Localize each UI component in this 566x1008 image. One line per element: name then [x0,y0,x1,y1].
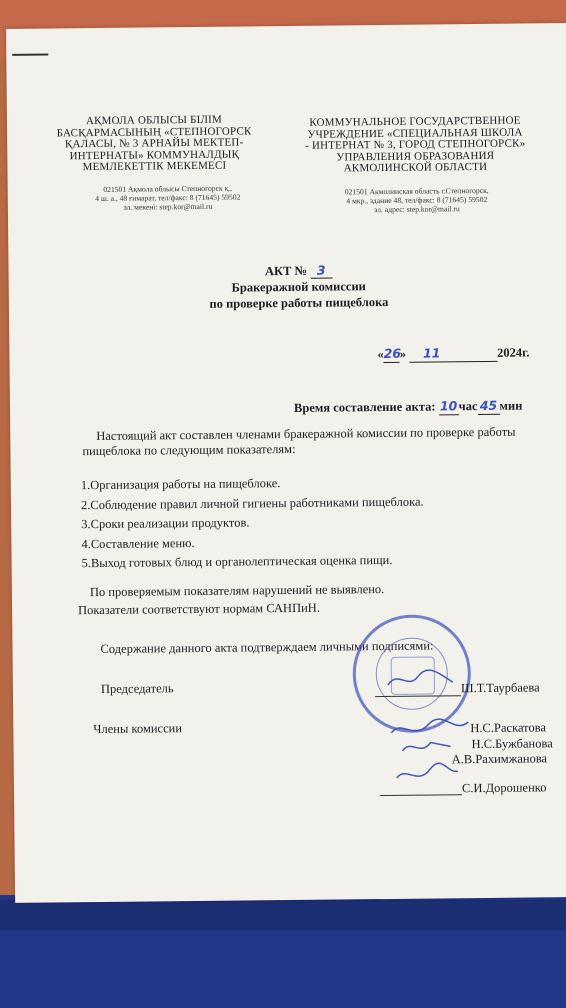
header-left-address [48,183,288,213]
list-item: 2.Соблюдение правил личной гигиены работниками пищеблока. [80,494,424,512]
chair-label: Председатель [100,681,174,696]
header-right-line: АКМОЛИНСКОЙ ОБЛАСТИ [343,160,488,175]
act-number: 3 [310,263,332,279]
header-right [303,115,528,175]
member-name-3: А.В.Рахимжанова [451,751,548,767]
member-signature-3 [392,759,462,790]
act-time [294,398,566,416]
time-hour-unit: час [458,399,478,414]
date-day: 26 [383,345,402,362]
member-name-4: С.И.Дорошенко [461,780,547,796]
member-signature-line [380,794,462,796]
time-label: Время составление акта: [293,399,436,415]
chair-signature [383,664,463,695]
header-left-line: МЕМЛЕКЕТТІК МЕКЕМЕСІ [82,159,227,174]
confirm-line: Содержание данного акта подтверждаем личными подписями: [100,638,434,656]
act-date [377,345,566,362]
time-hour: 10 [439,398,458,414]
member-name-2: Н.С.Бужбанова [471,736,553,752]
header-right-line: КОММУНАЛЬНОЕ ГОСУДАРСТВЕННОЕ [309,114,521,129]
act-subtitle-1: Бракеражной комиссии [231,279,366,295]
header-left-line: БАСҚАРМАСЫНЫҢ «СТЕПНОГОРСК [56,124,252,139]
header-left-line: АҚМОЛА ОБЛЫСЫ БІЛІМ [85,113,223,128]
criteria-list [81,471,552,573]
members-label: Члены комиссии [93,721,183,737]
header-right-line: - ИНТЕРНАТ № 3, ГОРОД СТЕПНОГОРСК» [305,137,526,152]
address-line: эл. мекені: step.kor@mail.ru [123,201,213,212]
list-item: 3.Сроки реализации продуктов. [81,515,250,532]
time-minute-unit: мин [499,398,523,413]
desk-edge [0,900,566,930]
member-name-1: Н.С.Раскатова [470,720,547,736]
list-item: 5.Выход готовых блюд и органолептическая оценка пищи. [81,552,393,571]
header-right-address [308,186,526,215]
list-item: 4.Составление меню. [81,535,195,551]
header-right-line: УЧРЕЖДЕНИЕ «СПЕЦИАЛЬНАЯ ШКОЛА [307,126,523,141]
document-page [6,23,566,903]
act-title [158,261,438,280]
top-dash-mark [12,54,48,56]
date-open-quote: « [377,347,384,362]
time-minute: 45 [477,399,499,415]
result-line-2: Показатели соответствуют нормам САНПиН. [78,600,320,618]
chair-name: Ш.Т.Таурбаева [460,680,540,696]
act-subtitle-2: по проверке работы пищеблока [209,294,389,311]
act-title-prefix: АКТ № [264,263,308,279]
member-signature-2 [398,734,458,759]
header-right-line: УПРАВЛЕНИЯ ОБРАЗОВАНИЯ [336,149,495,163]
date-month: 11 [409,346,497,362]
address-line: эл. адрес: step.kor@mail.ru [374,204,460,215]
address-line: 021501 Акмолинская область г.Степногорск, [344,185,489,197]
date-close-quote: » [399,346,407,361]
result-line-1: По проверяемым показателям нарушений не выявлено. [89,582,385,600]
address-line: 4 ш. а., 48 ғимарат, тел/факс: 8 (71645) 59502 [95,192,241,204]
header-left [29,114,280,174]
intro-paragraph: Настоящий акт составлен членами бракеражной комиссии по проверке работы пищеблока по следующим показателям: [82,424,516,458]
address-line: 4 мкр., здание 48, тел/факс: 8 (71645) 59502 [346,194,488,206]
list-item: 1.Организация работы на пищеблоке. [80,476,281,493]
header-left-line: ИНТЕРНАТЫ» КОММУНАЛДЫҚ [69,148,240,162]
address-line: 021501 Ақмола облысы Степногорск қ., [103,183,233,194]
date-year: 2024г. [496,345,530,360]
header-left-line: ҚАЛАСЫ, № 3 АРНАЙЫ МЕКТЕП- [64,136,244,151]
